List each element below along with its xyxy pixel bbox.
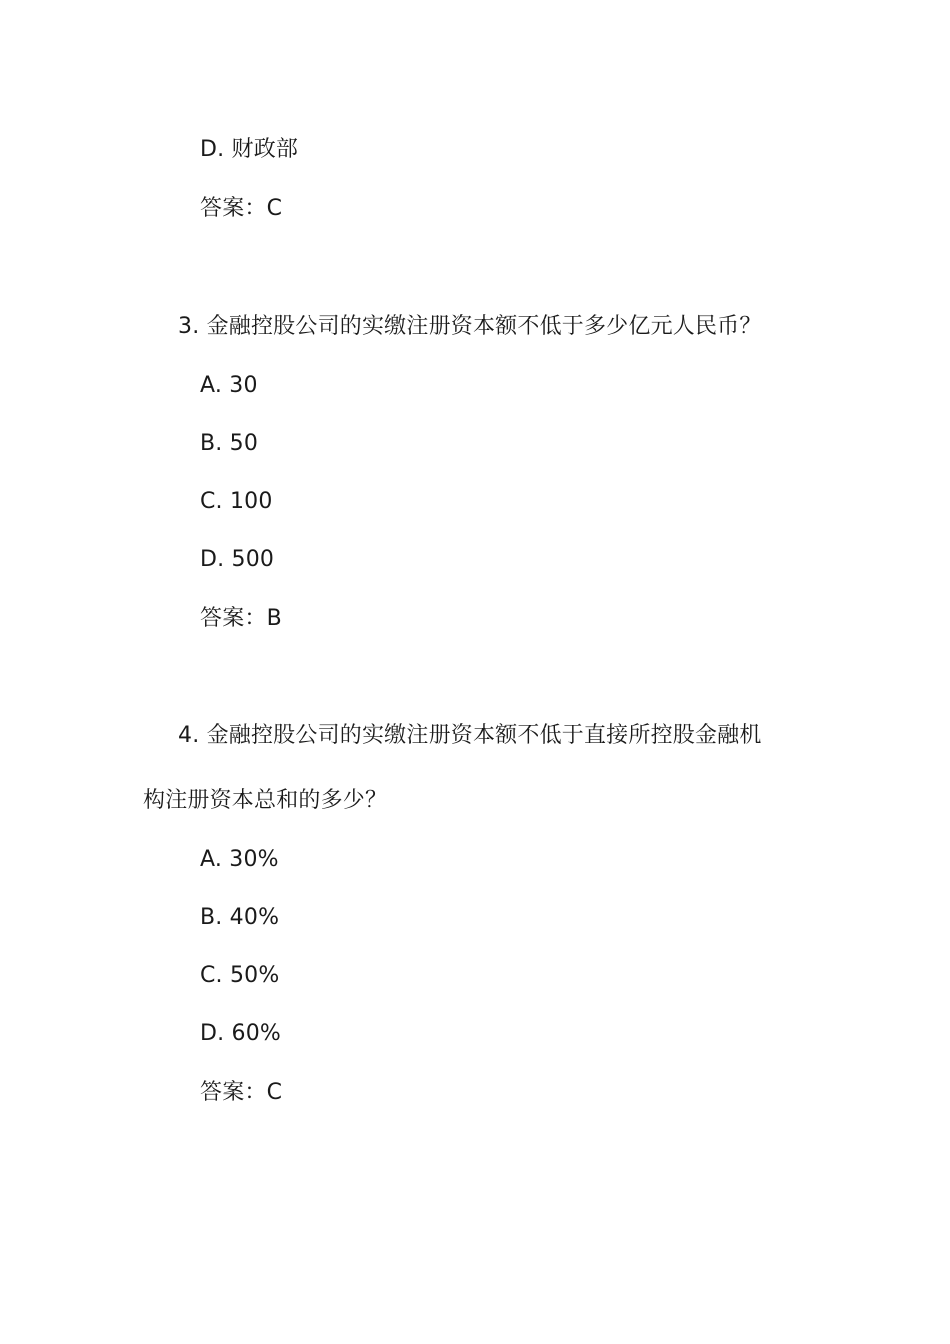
q3-option-c: C. 100	[200, 489, 273, 514]
prev-answer: 答案：C	[200, 196, 283, 221]
q4-option-a: A. 30%	[200, 847, 279, 872]
q4-option-d: D. 60%	[200, 1021, 282, 1046]
question-4-text-line1: 4. 金融控股公司的实缴注册资本额不低于直接所控股金融机	[178, 723, 762, 748]
q3-option-d: D. 500	[200, 547, 275, 572]
q3-option-a: A. 30	[200, 373, 258, 398]
q4-option-c: C. 50%	[200, 963, 280, 988]
q4-option-b: B. 40%	[200, 905, 280, 930]
prev-option-d: D. 财政部	[200, 137, 299, 162]
q3-answer: 答案：B	[200, 606, 282, 631]
question-4-text-line2: 构注册资本总和的多少？	[143, 788, 388, 813]
question-3-text: 3. 金融控股公司的实缴注册资本额不低于多少亿元人民币？	[178, 314, 762, 339]
q3-option-b: B. 50	[200, 431, 259, 456]
q4-answer: 答案：C	[200, 1080, 283, 1105]
